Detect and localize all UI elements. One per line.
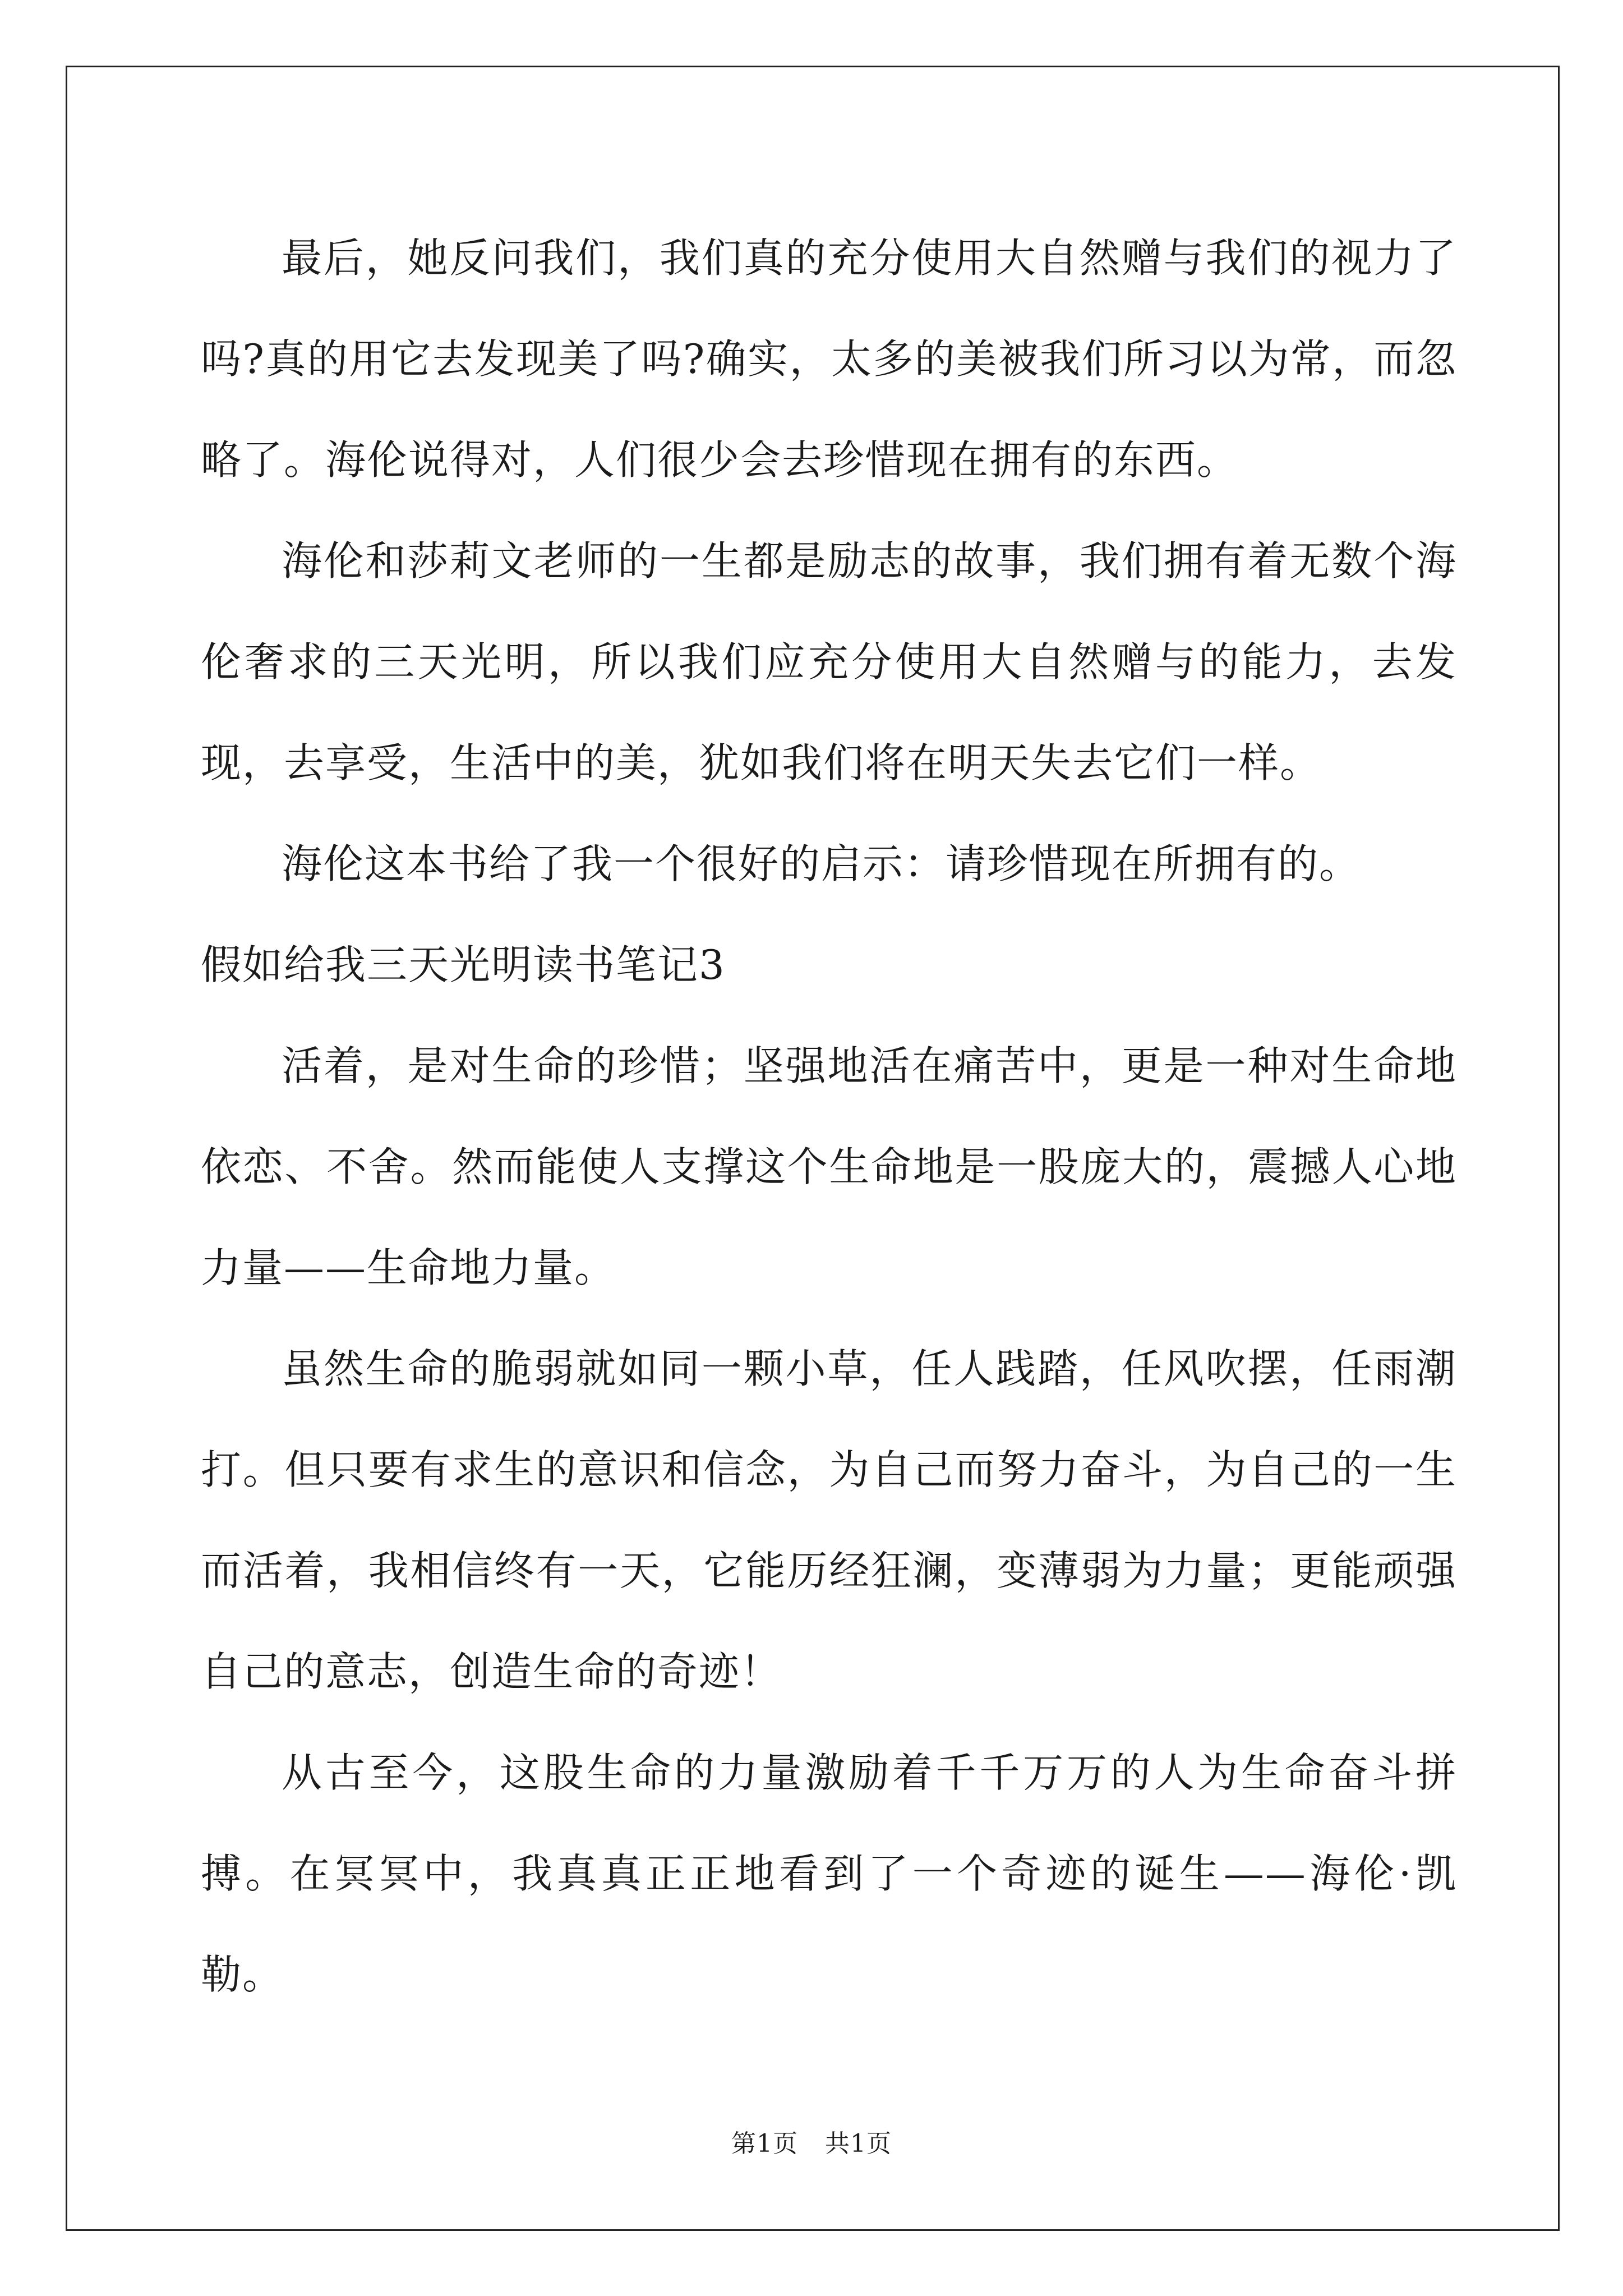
section-heading: 假如给我三天光明读书笔记3 bbox=[201, 941, 726, 988]
paragraph: 从古至今，这股生命的力量激励着千千万万的人为生命奋斗拼搏。在冥冥中，我真真正正地看到了一个奇迹的诞生——海伦·凯勒。 bbox=[201, 1749, 1457, 1998]
document-body bbox=[201, 208, 1457, 2025]
paragraph: 海伦这本书给了我一个很好的启示：请珍惜现在所拥有的。 bbox=[282, 840, 1361, 887]
paragraph: 最后，她反问我们，我们真的充分使用大自然赠与我们的视力了吗?真的用它去发现美了吗?确实，太多的美被我们所习以为常，而忽略了。海伦说得对，人们很少会去珍惜现在拥有的东西。 bbox=[201, 234, 1457, 484]
page-footer bbox=[0, 2127, 1623, 2161]
page-number-current: 第1页 bbox=[731, 2129, 798, 2158]
page-number-total: 共1页 bbox=[825, 2129, 892, 2158]
paragraph: 虽然生命的脆弱就如同一颗小草，任人践踏，任风吹摆，任雨潮打。但只要有求生的意识和信念，为自己而努力奋斗，为自己的一生而活着，我相信终有一天，它能历经狂澜，变薄弱为力量；更能顽强自己的意志，创造生命的奇迹！ bbox=[201, 1345, 1457, 1695]
paragraph: 活着，是对生命的珍惜；坚强地活在痛苦中，更是一种对生命地依恋、不舍。然而能使人支撑这个生命地是一股庞大的，震撼人心地力量——生命地力量。 bbox=[201, 1042, 1457, 1291]
paragraph: 海伦和莎莉文老师的一生都是励志的故事，我们拥有着无数个海伦奢求的三天光明，所以我们应充分使用大自然赠与的能力，去发现，去享受，生活中的美，犹如我们将在明天失去它们一样。 bbox=[201, 537, 1457, 786]
